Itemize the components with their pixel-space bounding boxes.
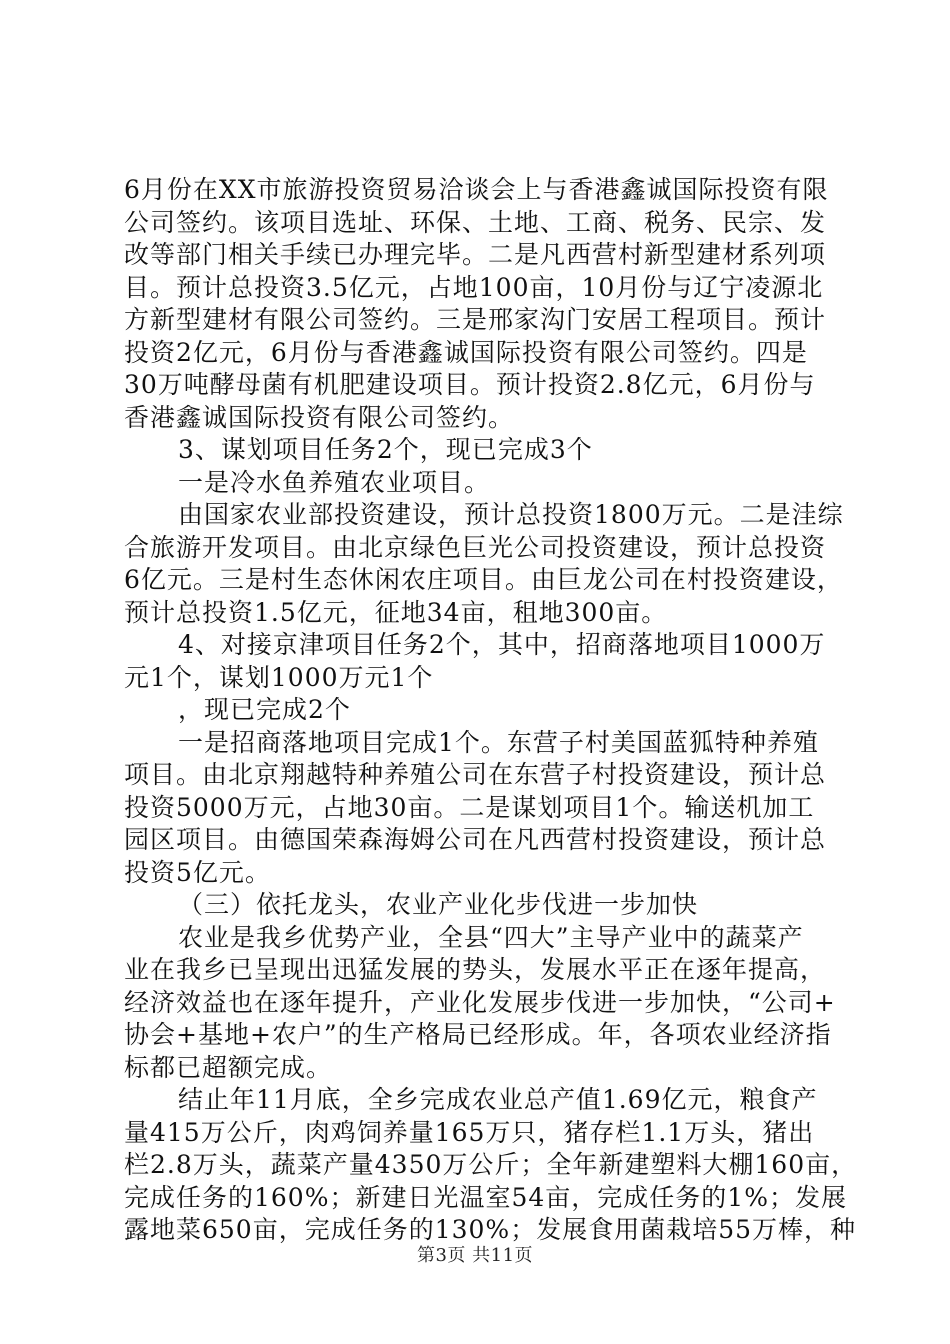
text-line: 露地菜650亩，完成任务的130%；发展食用菌栽培55万棒，种 [124,1215,857,1244]
text-line: 投资2亿元，6月份与香港鑫诚国际投资有限公司签约。四是 [124,337,808,367]
text-line: 公司签约。该项目选址、环保、土地、工商、税务、民宗、发 [124,207,827,237]
text-line: 业在我乡已呈现出迅猛发展的势头，发展水平正在逐年提高， [124,955,827,984]
text-line: 标都已超额完成。 [124,1052,333,1082]
text-line: 投资5000万元，占地30亩。二是谋划项目1个。输送机加工 [124,792,815,822]
text-line: 方新型建材有限公司签约。三是邢家沟门安居工程项目。预计 [124,305,827,334]
text-line: 结止年11月底，全乡完成农业总产值1.69亿元，粮食产 [178,1085,818,1114]
text-line: 投资5亿元。 [124,857,271,887]
body-text [124,174,858,1247]
text-line: 由国家农业部投资建设，预计总投资1800万元。二是洼综 [178,500,844,529]
text-line: 协会+基地+农户”的生产格局已经形成。年，各项农业经济指 [124,1020,832,1049]
text-line: 30万吨酵母菌有机肥建设项目。预计投资2.8亿元，6月份与 [124,370,816,399]
text-line: 合旅游开发项目。由北京绿色巨光公司投资建设，预计总投资 [124,532,827,562]
section-heading: 3、谋划项目任务2个，现已完成3个 [178,435,593,464]
text-line: 园区项目。由德国荣森海姆公司在凡西营村投资建设，预计总 [124,825,827,854]
section-heading: （三）依托龙头，农业产业化步伐进一步加快 [178,890,699,919]
text-line: 经济效益也在逐年提升，产业化发展步伐进一步加快，“公司+ [124,987,836,1017]
text-line: 改等部门相关手续已办理完毕。二是凡西营村新型建材系列项 [124,240,827,269]
text-line: ，现已完成2个 [178,695,351,724]
page-number: 第3页 共11页 [416,1245,534,1266]
text-line: 一是招商落地项目完成1个。东营子村美国蓝狐特种养殖 [178,727,819,757]
text-line: 预计总投资1.5亿元，征地34亩，租地300亩。 [124,597,668,627]
text-line: 香港鑫诚国际投资有限公司签约。 [124,402,515,432]
section-heading: 4、对接京津项目任务2个，其中，招商落地项目1000万 [178,630,826,659]
text-line: 6月份在XX市旅游投资贸易洽谈会上与香港鑫诚国际投资有限 [124,175,829,204]
text-line: 栏2.8万头，蔬菜产量4350万公斤；全年新建塑料大棚160亩， [124,1150,858,1179]
text-line: 量415万公斤，肉鸡饲养量165万只，猪存栏1.1万头，猪出 [124,1117,815,1147]
text-line: 项目。由北京翔越特种养殖公司在东营子村投资建设，预计总 [124,760,827,789]
text-line: 目。预计总投资3.5亿元，占地100亩，10月份与辽宁凌源北 [124,272,824,302]
text-line: 元1个，谋划1000万元1个 [124,662,434,692]
text-line: 一是冷水鱼养殖农业项目。 [178,467,491,497]
text-line: 完成任务的160%；新建日光温室54亩，完成任务的1%；发展 [124,1182,847,1212]
text-line: 农业是我乡优势产业，全县“四大”主导产业中的蔬菜产 [178,922,804,952]
text-line: 6亿元。三是村生态休闲农庄项目。由巨龙公司在村投资建设， [124,565,843,594]
